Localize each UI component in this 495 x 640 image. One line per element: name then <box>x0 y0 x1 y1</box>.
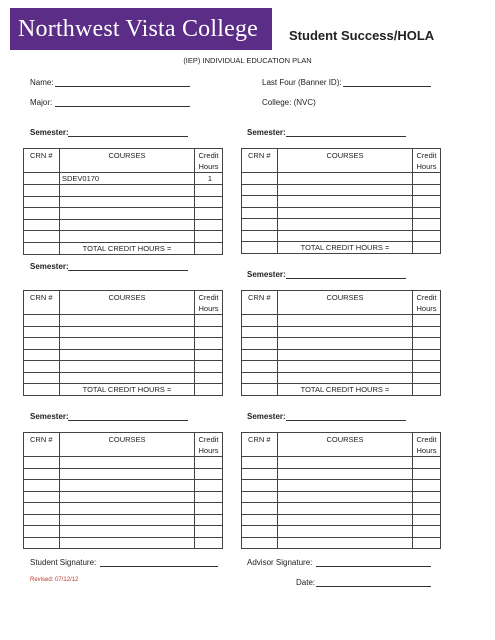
course-cell[interactable] <box>60 338 195 350</box>
hours-cell[interactable] <box>195 315 223 327</box>
crn-cell[interactable] <box>242 349 278 361</box>
total-label: TOTAL CREDIT HOURS = <box>60 242 195 254</box>
crn-cell[interactable] <box>242 338 278 350</box>
crn-header: CRN # <box>24 433 60 457</box>
crn-cell[interactable] <box>24 185 60 197</box>
course-cell[interactable] <box>60 468 195 480</box>
hours-cell[interactable] <box>195 208 223 220</box>
total-spacer-cell <box>24 242 60 254</box>
crn-cell[interactable] <box>242 468 278 480</box>
course-table <box>241 432 441 549</box>
hours-header-label: Hours <box>198 303 219 313</box>
crn-cell[interactable] <box>242 173 278 185</box>
program-title: Student Success/HOLA <box>289 28 435 43</box>
semester-field[interactable] <box>68 420 188 421</box>
date-label: Date: <box>296 578 316 587</box>
crn-cell[interactable] <box>24 338 60 350</box>
table-row <box>24 338 223 350</box>
table-row <box>24 196 223 208</box>
table-row <box>24 526 223 538</box>
crn-cell[interactable] <box>24 361 60 373</box>
total-value-cell[interactable] <box>413 384 441 396</box>
table-row <box>24 173 223 185</box>
crn-cell[interactable] <box>242 503 278 515</box>
crn-cell[interactable] <box>24 208 60 220</box>
courses-header: COURSES <box>278 433 413 457</box>
course-table <box>23 432 223 549</box>
total-row <box>242 384 441 396</box>
table-row <box>24 315 223 327</box>
hours-cell[interactable] <box>413 184 441 196</box>
crn-cell[interactable] <box>242 372 278 384</box>
table-row <box>242 196 441 208</box>
student-signature-label: Student Signature: <box>30 558 97 567</box>
course-cell[interactable] <box>278 537 413 549</box>
table-header-row <box>24 433 223 457</box>
student-signature-field[interactable] <box>100 566 218 567</box>
table-row <box>24 208 223 220</box>
crn-cell[interactable] <box>242 514 278 526</box>
semester-field[interactable] <box>286 136 406 137</box>
table-row <box>24 361 223 373</box>
table-row <box>24 231 223 243</box>
crn-cell[interactable] <box>24 231 60 243</box>
course-cell[interactable] <box>60 537 195 549</box>
table-row <box>24 326 223 338</box>
table-row <box>24 468 223 480</box>
hours-cell[interactable] <box>195 231 223 243</box>
name-label: Name: <box>30 78 54 87</box>
semester-field[interactable] <box>286 278 406 279</box>
crn-cell[interactable] <box>24 457 60 469</box>
crn-cell[interactable] <box>242 326 278 338</box>
crn-header: CRN # <box>242 291 278 315</box>
course-cell[interactable] <box>278 514 413 526</box>
crn-cell[interactable] <box>242 315 278 327</box>
hours-header-label: Hours <box>198 161 219 171</box>
hours-cell[interactable] <box>195 185 223 197</box>
total-spacer-cell <box>24 384 60 396</box>
table-row <box>242 219 441 231</box>
hours-cell[interactable] <box>195 196 223 208</box>
hours-cell[interactable] <box>413 457 441 469</box>
credit-hours-header <box>413 433 441 457</box>
hours-cell[interactable] <box>413 526 441 538</box>
course-cell[interactable] <box>278 491 413 503</box>
semester-label: Semester: <box>247 128 286 137</box>
hours-cell[interactable]: 1 <box>195 173 223 185</box>
table-row <box>242 526 441 538</box>
total-value-cell[interactable] <box>195 384 223 396</box>
crn-cell[interactable] <box>24 503 60 515</box>
crn-cell[interactable] <box>242 196 278 208</box>
crn-header: CRN # <box>24 149 60 173</box>
table-row <box>242 491 441 503</box>
college-name: Northwest Vista College <box>18 16 259 42</box>
hours-header-label: Hours <box>416 161 437 171</box>
course-cell[interactable] <box>60 315 195 327</box>
table-row <box>242 173 441 185</box>
table-row <box>242 230 441 242</box>
crn-cell[interactable] <box>24 196 60 208</box>
course-cell[interactable] <box>278 230 413 242</box>
college-banner <box>10 8 272 50</box>
table-row <box>242 349 441 361</box>
total-spacer-cell <box>242 242 278 254</box>
hours-cell[interactable] <box>413 219 441 231</box>
table-row <box>242 326 441 338</box>
hours-cell[interactable] <box>413 372 441 384</box>
crn-cell[interactable] <box>242 457 278 469</box>
table-header-row <box>242 291 441 315</box>
course-cell[interactable] <box>278 480 413 492</box>
hours-cell[interactable] <box>195 361 223 373</box>
course-cell[interactable] <box>60 231 195 243</box>
table-row <box>242 537 441 549</box>
hours-cell[interactable] <box>195 537 223 549</box>
revised-note: Revised: 07/12/12 <box>30 577 79 583</box>
hours-header-label: Hours <box>416 303 437 313</box>
course-cell[interactable] <box>278 315 413 327</box>
table-row <box>242 480 441 492</box>
course-cell[interactable] <box>60 372 195 384</box>
hours-cell[interactable] <box>195 219 223 231</box>
course-table <box>241 148 441 254</box>
table-row <box>24 537 223 549</box>
table-row <box>24 219 223 231</box>
total-spacer-cell <box>242 384 278 396</box>
course-cell[interactable] <box>278 457 413 469</box>
table-header-row <box>24 149 223 173</box>
advisor-signature-field[interactable] <box>316 566 431 567</box>
table-row <box>24 514 223 526</box>
credit-hours-header <box>195 291 223 315</box>
hours-cell[interactable] <box>413 338 441 350</box>
courses-header: COURSES <box>278 149 413 173</box>
semester-label: Semester: <box>30 128 69 137</box>
course-cell[interactable] <box>278 219 413 231</box>
semester-label: Semester: <box>30 262 69 271</box>
table-row <box>24 491 223 503</box>
course-cell[interactable] <box>60 185 195 197</box>
course-cell[interactable] <box>278 503 413 515</box>
last-four-field[interactable] <box>343 86 431 87</box>
total-row <box>24 242 223 254</box>
advisor-signature-label: Advisor Signature: <box>247 558 313 567</box>
crn-header: CRN # <box>24 291 60 315</box>
course-cell[interactable] <box>60 219 195 231</box>
hours-cell[interactable] <box>413 173 441 185</box>
course-cell[interactable] <box>278 173 413 185</box>
crn-cell[interactable] <box>24 326 60 338</box>
course-cell[interactable]: SDEV0170 <box>60 173 195 185</box>
course-cell[interactable] <box>278 468 413 480</box>
credit-hours-header <box>413 291 441 315</box>
course-cell[interactable] <box>60 514 195 526</box>
course-cell[interactable] <box>60 196 195 208</box>
total-row <box>242 242 441 254</box>
hours-cell[interactable] <box>413 503 441 515</box>
table-row <box>24 372 223 384</box>
crn-cell[interactable] <box>24 480 60 492</box>
hours-cell[interactable] <box>413 230 441 242</box>
table-row <box>242 338 441 350</box>
hours-cell[interactable] <box>195 349 223 361</box>
credit-hours-header <box>195 149 223 173</box>
hours-cell[interactable] <box>413 326 441 338</box>
course-cell[interactable] <box>60 503 195 515</box>
crn-cell[interactable] <box>242 480 278 492</box>
hours-cell[interactable] <box>195 457 223 469</box>
crn-cell[interactable] <box>242 184 278 196</box>
crn-cell[interactable] <box>242 207 278 219</box>
crn-cell[interactable] <box>24 173 60 185</box>
course-cell[interactable] <box>60 491 195 503</box>
course-cell[interactable] <box>60 526 195 538</box>
course-cell[interactable] <box>60 480 195 492</box>
course-cell[interactable] <box>60 457 195 469</box>
table-row <box>242 361 441 373</box>
total-label: TOTAL CREDIT HOURS = <box>60 384 195 396</box>
course-cell[interactable] <box>60 361 195 373</box>
crn-cell[interactable] <box>24 219 60 231</box>
hours-cell[interactable] <box>413 361 441 373</box>
course-cell[interactable] <box>278 349 413 361</box>
credit-header-label: Credit <box>416 293 437 302</box>
semester-field[interactable] <box>68 270 188 271</box>
credit-header-label: Credit <box>198 293 219 302</box>
total-value-cell[interactable] <box>413 242 441 254</box>
hours-cell[interactable] <box>195 326 223 338</box>
crn-cell[interactable] <box>242 361 278 373</box>
hours-header-label: Hours <box>416 445 437 455</box>
courses-header: COURSES <box>60 291 195 315</box>
semester-field[interactable] <box>68 136 188 137</box>
hours-cell[interactable] <box>413 207 441 219</box>
total-value-cell[interactable] <box>195 242 223 254</box>
courses-header: COURSES <box>278 291 413 315</box>
table-row <box>242 184 441 196</box>
course-table <box>241 290 441 396</box>
total-label: TOTAL CREDIT HOURS = <box>278 384 413 396</box>
hours-cell[interactable] <box>413 480 441 492</box>
crn-cell[interactable] <box>242 526 278 538</box>
semester-label: Semester: <box>247 270 286 279</box>
last-four-label: Last Four (Banner ID): <box>262 78 342 87</box>
major-field[interactable] <box>55 106 190 107</box>
course-cell[interactable] <box>60 326 195 338</box>
crn-cell[interactable] <box>242 219 278 231</box>
crn-cell[interactable] <box>24 372 60 384</box>
course-cell[interactable] <box>278 526 413 538</box>
course-cell[interactable] <box>278 338 413 350</box>
hours-cell[interactable] <box>195 514 223 526</box>
table-row <box>24 457 223 469</box>
hours-cell[interactable] <box>195 338 223 350</box>
form-subtitle: (IEP) INDIVIDUAL EDUCATION PLAN <box>183 56 312 65</box>
course-cell[interactable] <box>278 196 413 208</box>
course-table <box>23 148 223 255</box>
table-row <box>24 503 223 515</box>
course-cell[interactable] <box>278 207 413 219</box>
hours-cell[interactable] <box>413 514 441 526</box>
courses-header: COURSES <box>60 149 195 173</box>
table-row <box>24 480 223 492</box>
hours-cell[interactable] <box>195 372 223 384</box>
hours-cell[interactable] <box>195 503 223 515</box>
total-label: TOTAL CREDIT HOURS = <box>278 242 413 254</box>
courses-header: COURSES <box>60 433 195 457</box>
credit-header-label: Credit <box>198 435 219 444</box>
crn-cell[interactable] <box>24 514 60 526</box>
course-table <box>23 290 223 396</box>
table-header-row <box>242 433 441 457</box>
hours-cell[interactable] <box>413 491 441 503</box>
crn-cell[interactable] <box>24 537 60 549</box>
table-row <box>242 468 441 480</box>
credit-header-label: Credit <box>198 151 219 160</box>
table-row <box>242 503 441 515</box>
crn-cell[interactable] <box>242 491 278 503</box>
hours-cell[interactable] <box>413 196 441 208</box>
crn-header: CRN # <box>242 433 278 457</box>
crn-cell[interactable] <box>24 468 60 480</box>
hours-cell[interactable] <box>413 537 441 549</box>
hours-cell[interactable] <box>195 526 223 538</box>
college-label: College: (NVC) <box>262 98 316 107</box>
table-row <box>242 514 441 526</box>
table-row <box>242 372 441 384</box>
total-row <box>24 384 223 396</box>
table-row <box>242 315 441 327</box>
date-field[interactable] <box>316 586 431 587</box>
hours-cell[interactable] <box>413 349 441 361</box>
crn-header: CRN # <box>242 149 278 173</box>
table-row <box>242 207 441 219</box>
course-cell[interactable] <box>278 361 413 373</box>
semester-field[interactable] <box>286 420 406 421</box>
crn-cell[interactable] <box>24 526 60 538</box>
table-row <box>24 349 223 361</box>
semester-label: Semester: <box>30 412 69 421</box>
table-header-row <box>242 149 441 173</box>
table-row <box>242 457 441 469</box>
hours-cell[interactable] <box>195 468 223 480</box>
credit-header-label: Credit <box>416 435 437 444</box>
hours-cell[interactable] <box>195 480 223 492</box>
credit-hours-header <box>413 149 441 173</box>
hours-cell[interactable] <box>413 315 441 327</box>
crn-cell[interactable] <box>24 491 60 503</box>
course-cell[interactable] <box>278 372 413 384</box>
major-label: Major: <box>30 98 53 107</box>
hours-header-label: Hours <box>198 445 219 455</box>
name-field[interactable] <box>55 86 190 87</box>
crn-cell[interactable] <box>242 230 278 242</box>
credit-hours-header <box>195 433 223 457</box>
course-cell[interactable] <box>60 208 195 220</box>
hours-cell[interactable] <box>413 468 441 480</box>
table-header-row <box>24 291 223 315</box>
course-cell[interactable] <box>278 326 413 338</box>
crn-cell[interactable] <box>24 349 60 361</box>
crn-cell[interactable] <box>242 537 278 549</box>
credit-header-label: Credit <box>416 151 437 160</box>
table-row <box>24 185 223 197</box>
course-cell[interactable] <box>278 184 413 196</box>
hours-cell[interactable] <box>195 491 223 503</box>
crn-cell[interactable] <box>24 315 60 327</box>
course-cell[interactable] <box>60 349 195 361</box>
semester-label: Semester: <box>247 412 286 421</box>
